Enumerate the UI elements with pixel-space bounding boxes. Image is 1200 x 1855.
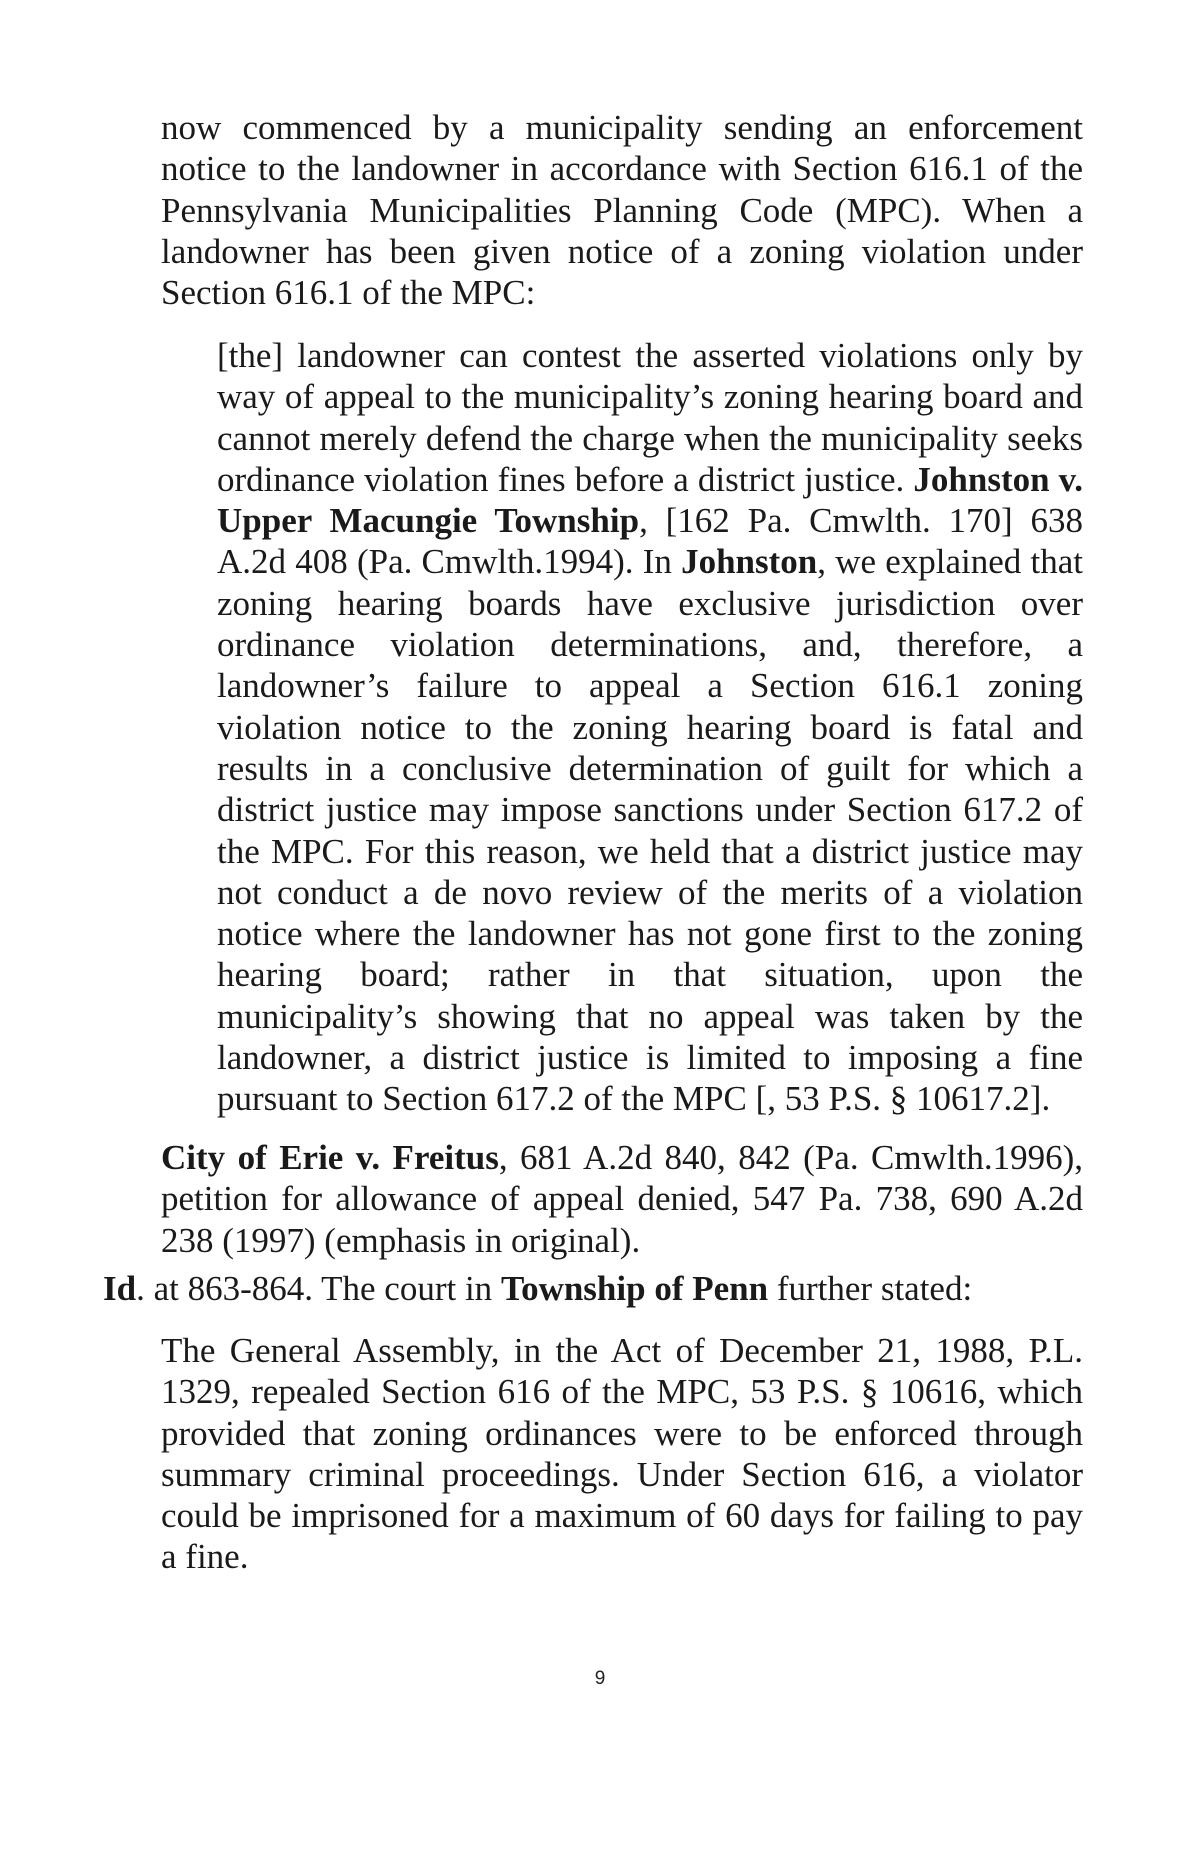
quote-text: , [162 Pa. Cmwlth. 170] 638 A.2d 408 (Pa. Cmwlth.1994). In bbox=[217, 501, 1084, 582]
body-text: . at 863-864. The court in bbox=[136, 1269, 501, 1308]
citation-text: , 681 A.2d 840, 842 (Pa. Cmwlth.1996), petition for allowance of appeal denied, 547 Pa. 738, 690 A.2d 238 (1997) (emphasis in original). bbox=[161, 1138, 1083, 1260]
case-name: City of Erie v. Freitus bbox=[161, 1138, 499, 1177]
block-quote bbox=[217, 335, 1083, 1120]
quote-text: , we explained that zoning hearing boards have exclusive jurisdiction over ordinance violation determinations, and, therefore, a landowner’s failure to appeal a Section 616.1 zoning violation notice to the zoning hearing board is fatal and results in a conclusive determination of guilt for which a district justice may impose sanctions under Section 617.2 of the MPC. For this reason, we held that a district justice may not conduct a de novo review of the merits of a violation notice where the landowner has not gone first to the zoning hearing board; rather in that situation, upon the municipality’s showing that no appeal was taken by the landowner, a district justice is limited to imposing a fine pursuant to Section 617.2 of the MPC [, 53 P.S. § 10617.2]. bbox=[217, 542, 1083, 1119]
page-number: 9 bbox=[594, 1668, 606, 1689]
block-quote: The General Assembly, in the Act of December 21, 1988, P.L. 1329, repealed Section 616 of the MPC, 53 P.S. § 10616, which provided that zoning ordinances were to be enforced through summary criminal proceedings. Under Section 616, a violator could be imprisoned for a maximum of 60 days for failing to pay a fine. bbox=[161, 1331, 1083, 1577]
id-reference: Id bbox=[103, 1269, 137, 1308]
case-name: Johnston bbox=[681, 542, 818, 582]
case-name: Johnston v. Upper Macungie Township bbox=[217, 459, 1083, 541]
citation-paragraph bbox=[161, 1137, 1083, 1261]
body-paragraph bbox=[103, 1268, 1083, 1309]
body-text: further stated: bbox=[768, 1269, 973, 1308]
quote-text: [the] landowner can contest the asserted violations only by way of appeal to the municipality’s zoning hearing board and cannot merely defend the charge when the municipality seeks ordinance violation fines before a district justice. bbox=[217, 336, 1083, 499]
body-paragraph: now commenced by a municipality sending an enforcement notice to the landowner in accordance with Section 616.1 of the Pennsylvania Municipalities Planning Code (MPC). When a landowner has been given notice of a zoning violation under Section 616.1 of the MPC: bbox=[161, 108, 1083, 313]
case-name: Township of Penn bbox=[500, 1269, 769, 1308]
